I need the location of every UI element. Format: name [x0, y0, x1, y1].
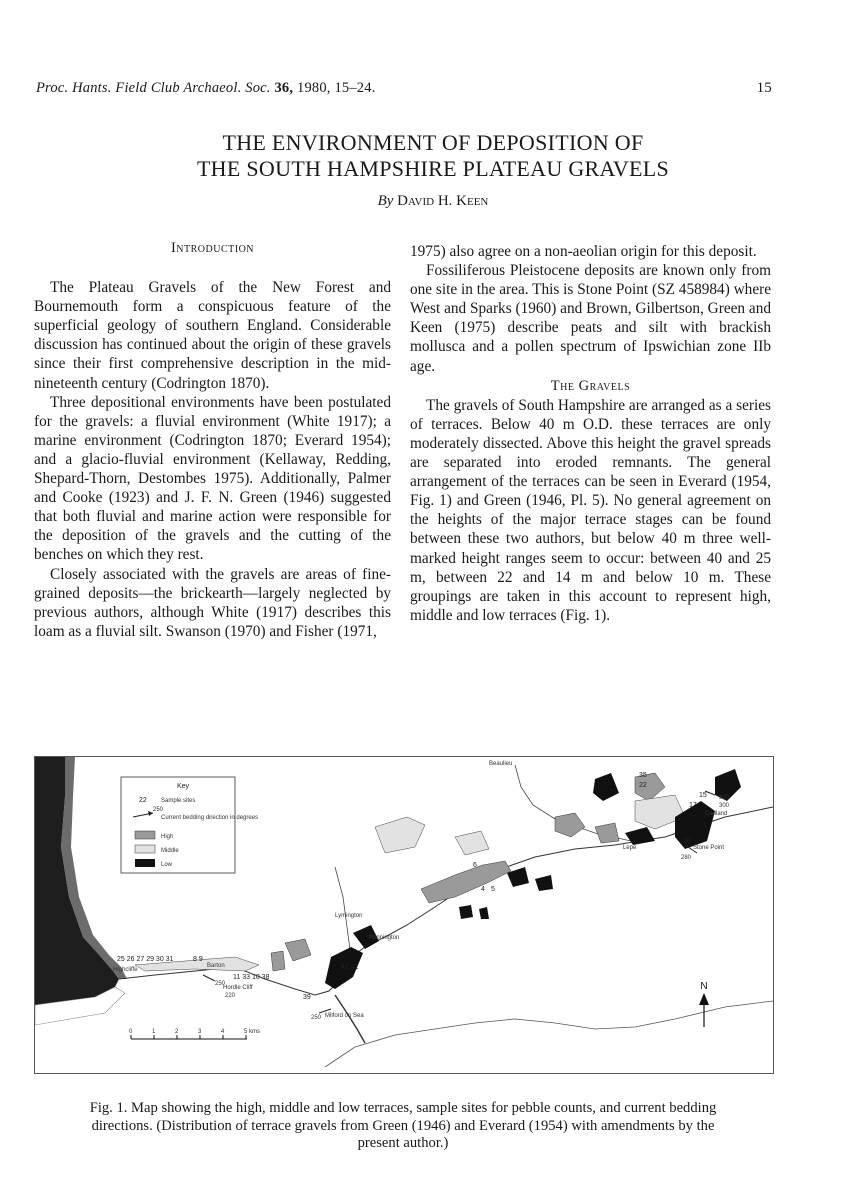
intro-paragraph-3: Closely associated with the gravels are areas of fine-grained deposits—the brickearth—largely neglected by previous authors, although White (1917) describes this loam as a fluvial silt. Swanson (1970) and Fisher (1971, — [34, 565, 391, 640]
key-box — [121, 777, 235, 873]
high-terrace-3 — [595, 823, 619, 843]
west-land-dark — [35, 757, 119, 1005]
key-swatch-high — [135, 831, 155, 839]
north-arrow-head — [699, 993, 709, 1005]
key-title: Key — [176, 783, 190, 790]
place-lymington: Lymington — [335, 913, 363, 919]
gravels-heading: The Gravels — [550, 377, 631, 394]
journal-name: Proc. Hants. Field Club Archaeol. Soc. — [36, 80, 271, 96]
hurst-spit — [335, 995, 365, 1043]
scale-bar-ticks — [131, 1035, 246, 1039]
key-swatch-low — [135, 859, 155, 867]
terrace-map — [35, 757, 773, 1073]
sample-6: 6 — [473, 862, 477, 869]
terrace-map-figure — [34, 756, 774, 1074]
year-pages: 1980, 15–24. — [297, 80, 376, 96]
low-terrace-4 — [535, 875, 553, 891]
solent-south-coast — [325, 1001, 773, 1067]
place-highcliffe: Highcliffe — [113, 967, 138, 973]
samples-barton: 8 9 — [193, 956, 203, 963]
samples-hordle: 11 33 10 38 — [233, 974, 270, 981]
current-250-a: 250 — [215, 981, 226, 987]
low-terrace-9 — [479, 907, 489, 919]
place-lepe: Lepe — [623, 845, 637, 851]
sample-5: 5 — [491, 886, 495, 893]
introduction-heading: Introduction — [170, 240, 255, 256]
key-middle-label: Middle — [161, 848, 179, 854]
sample-22: 22 — [639, 782, 647, 789]
page-number: 15 — [756, 80, 772, 96]
place-hordle-cliff: Hordle Cliff — [223, 985, 253, 991]
current-300-b: 300 — [719, 803, 730, 809]
scale-tick-1: 1 — [152, 1029, 156, 1035]
article-title — [0, 130, 866, 182]
high-terrace-2 — [555, 813, 585, 837]
sample-milford: 39 — [303, 994, 311, 1001]
current-arrow-west — [203, 975, 215, 981]
fossil-paragraph: Fossiliferous Pleistocene deposits are known only from one site in the area. This is Stone Point (SZ 458984) where West and Sparks (1960) and Brown, Gilbertson, Green and Keen (1975) describe peats and silt with brackish mollusca and a pollen spectrum of Ipswichian zone IIb age. — [410, 262, 771, 375]
current-220: 220 — [225, 993, 236, 999]
place-stone-point: Stone Point — [693, 845, 725, 851]
place-barton: Barton — [207, 963, 225, 969]
intro-paragraph-1: The Plateau Gravels of the New Forest and Bournemouth form a conspicuous feature of the superficial geology of southern England. Considerable discussion has continued about the origin of these gravels since their first comprehensive description in the mid-nineteenth century (Codrington 1870). — [34, 279, 391, 392]
figure-caption: Fig. 1. Map showing the high, middle and low terraces, sample sites for pebble counts, and current bedding directions. (Distribution of terrace gravels from Green (1946) and Everard (1954) with amendments by the present author.) — [89, 1100, 717, 1151]
key-current-label: Current bedding direction in degrees — [161, 815, 259, 821]
title-line-2: THE SOUTH HAMPSHIRE PLATEAU GRAVELS — [196, 156, 670, 181]
key-sample-number: 22 — [139, 797, 147, 804]
title-line-1: THE ENVIRONMENT OF DEPOSITION OF — [222, 130, 644, 155]
scale-tick-5: 5 kms — [244, 1029, 261, 1035]
high-terrace-1 — [421, 861, 511, 903]
middle-terrace-4 — [455, 831, 489, 855]
scale-tick-3: 3 — [198, 1029, 202, 1035]
place-milford: Milford on Sea — [325, 1013, 364, 1019]
north-label: N — [700, 981, 708, 992]
left-column — [34, 239, 391, 641]
key-swatch-middle — [135, 845, 155, 853]
intro-continuation: 1975) also agree on a non-aeolian origin for this deposit. — [410, 243, 757, 260]
author-name: David H. Keen — [397, 193, 489, 209]
intro-paragraph-2: Three depositional environments have been postulated for the gravels: a fluvial environment (White 1917); a marine environment (Codrington 1870; Everard 1954); and a glacio-fluvial environment (Kellaway, Redding, Shepard-Thorn, Destombes 1975). Additionally, Palmer and Cooke (1923) and J. F. N. Green (1946) suggested that both fluvial and marine action were responsible for the deposition of the gravels and the cutting of the benches on which they rest. — [34, 393, 391, 564]
current-250-b: 250 — [311, 1015, 322, 1021]
sample-18: 18 — [683, 838, 691, 845]
key-current-number: 250 — [153, 807, 164, 813]
lymington-river — [335, 867, 351, 957]
byline — [0, 193, 866, 210]
key-sample-label: Sample sites — [161, 798, 196, 804]
gravels-paragraph: The gravels of South Hampshire are arranged as a series of terraces. Below 40 m O.D. these terraces are only moderately dissected. Above this height the gravel spreads are separated into eroded remnants. The general arrangement of the terraces can be seen in Everard (1954, Fig. 1) and Green (1946, Pl. 5). No general agreement on the heights of the major terrace stages can be found between these two authors, but below 40 m three well-marked height ranges seem to occur: between 40 and 25 m, between 22 and 14 m and below 10 m. These groupings are taken in this account to represent high, middle and low terraces (Fig. 1). — [410, 396, 771, 624]
sample-15: 15 — [699, 792, 707, 799]
running-head — [36, 80, 772, 97]
middle-terrace-2 — [375, 817, 425, 853]
scale-tick-2: 2 — [175, 1029, 179, 1035]
place-pennington: Pennington — [369, 935, 400, 941]
sample-4: 4 — [481, 886, 485, 893]
key-high-label: High — [161, 834, 174, 840]
scale-tick-0: 0 — [129, 1029, 133, 1035]
place-beaulieu: Beaulieu — [489, 761, 513, 767]
low-terrace-8 — [459, 905, 473, 919]
current-280: 280 — [681, 855, 692, 861]
byline-prefix: By — [377, 193, 394, 209]
samples-west: 25 26 27 29 30 31 — [117, 956, 174, 963]
high-terrace-6 — [271, 951, 285, 971]
high-terrace-5 — [285, 939, 311, 961]
sample-35: 35 — [639, 772, 647, 779]
low-terrace-10 — [593, 773, 619, 801]
key-low-label: Low — [161, 862, 173, 868]
samples-pennington: 42 41 — [341, 964, 359, 971]
place-cadland: Cadland — [705, 811, 728, 817]
scale-tick-4: 4 — [221, 1029, 225, 1035]
sample-17: 17 — [689, 802, 697, 809]
current-300-a: 300 — [719, 795, 730, 801]
volume-number: 36, — [274, 80, 294, 96]
right-column — [410, 242, 771, 625]
